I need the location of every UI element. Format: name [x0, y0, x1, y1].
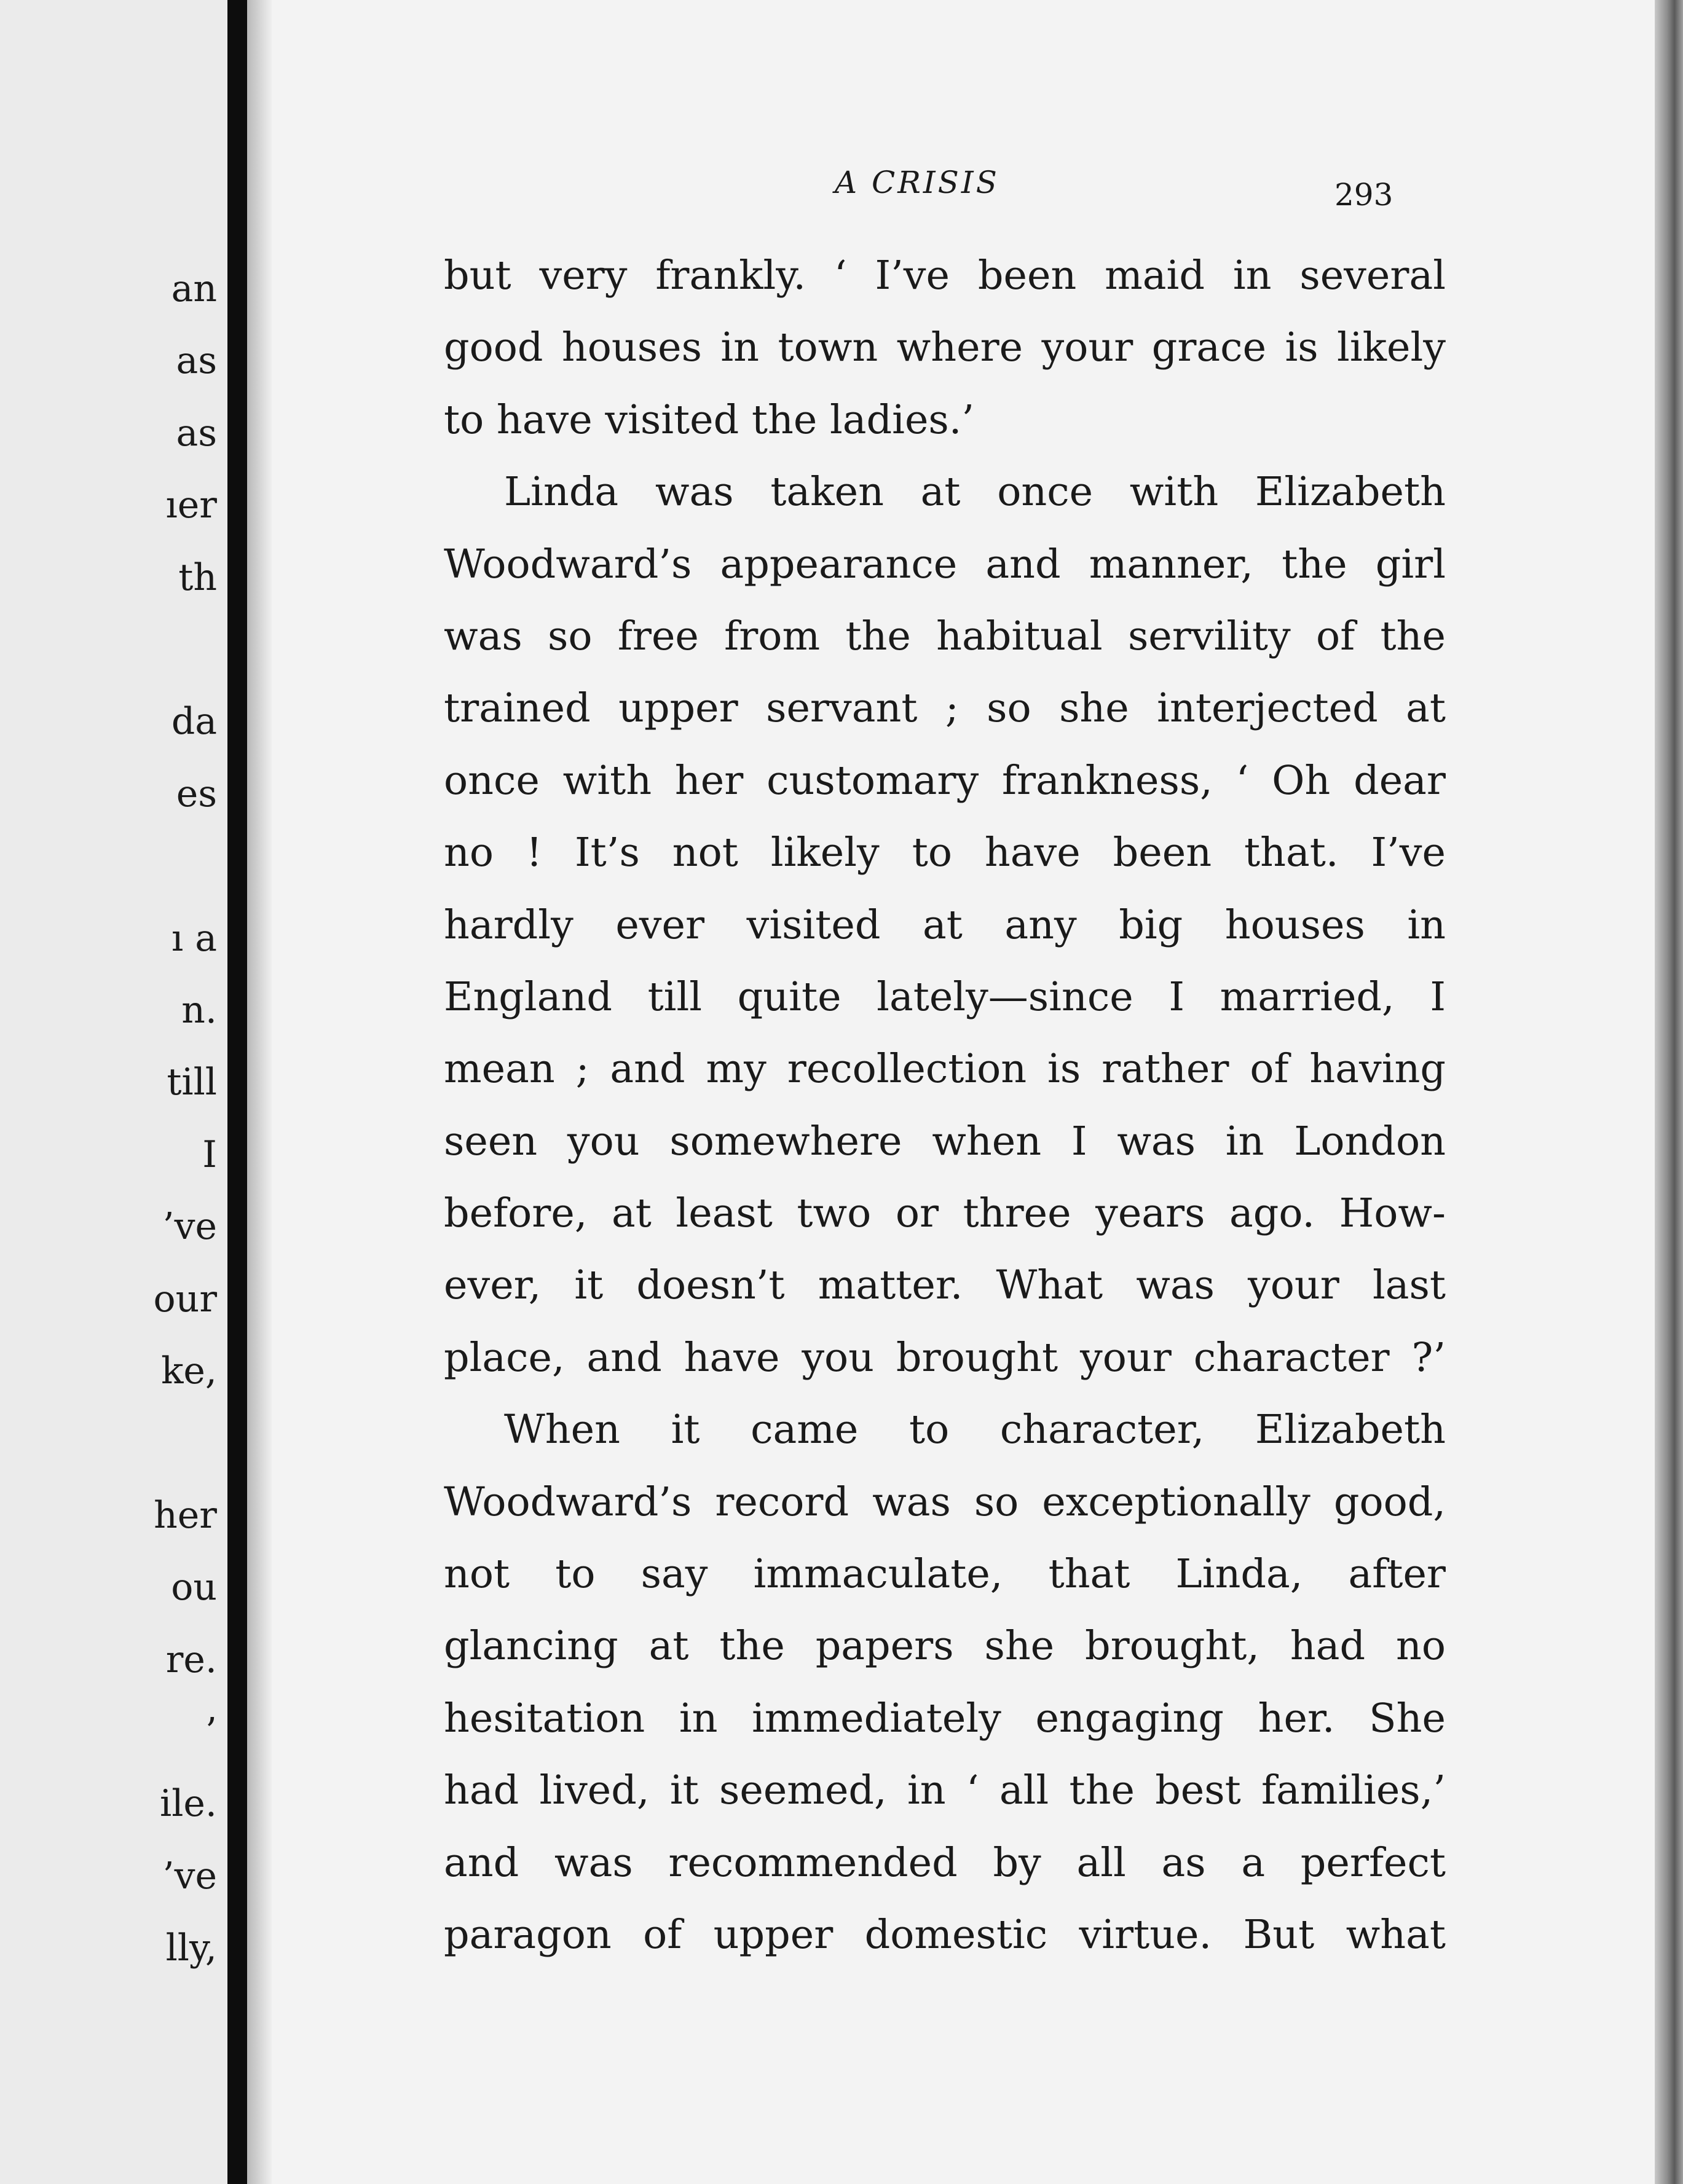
left-page-line: re. [165, 1638, 217, 1681]
left-page-fragment [0, 0, 231, 2184]
text-line: was so free from the habitual servility of the [444, 613, 1446, 659]
left-page-line: ’ve [162, 1205, 217, 1249]
page-number: 293 [1334, 177, 1393, 213]
text-line: good houses in town where your grace is likely [444, 324, 1446, 371]
gutter-shadow [247, 0, 272, 2184]
text-line: Woodward’s appearance and manner, the girl [444, 541, 1446, 587]
right-page [272, 0, 1655, 2184]
left-page-line: I [202, 1133, 217, 1176]
text-line: hardly ever visited at any big houses in [444, 901, 1446, 948]
left-page-line: her [154, 1493, 217, 1537]
left-page-line: n. [181, 989, 217, 1032]
page-header [272, 165, 1655, 213]
left-page-line: ou [171, 1566, 217, 1609]
page-edge [1655, 0, 1683, 2184]
left-page-line: lly, [165, 1927, 217, 1970]
text-line: and was recommended by all as a perfect [444, 1839, 1446, 1886]
body-text [444, 252, 1446, 1983]
left-page-line: da [171, 700, 217, 744]
text-line: not to say immaculate, that Linda, after [444, 1551, 1446, 1598]
text-line: Linda was taken at once with Elizabeth [504, 469, 1446, 516]
left-page-line: our [153, 1277, 217, 1321]
left-page-line: as [176, 411, 217, 455]
text-line: When it came to character, Elizabeth [504, 1407, 1446, 1453]
left-page-line: es [176, 772, 217, 815]
text-line: to have visited the ladies.’ [444, 396, 975, 443]
text-line: before, at least two or three years ago. How- [444, 1190, 1446, 1237]
text-line: had lived, it seemed, in ‘ all the best families,’ [444, 1767, 1446, 1814]
left-page-line: ı a [171, 916, 217, 960]
text-line: Woodward’s record was so exceptionally good, [444, 1479, 1446, 1525]
text-line: seen you somewhere when I was in London [444, 1118, 1446, 1165]
left-page-line: ke, [161, 1349, 217, 1392]
left-page-line: till [167, 1061, 217, 1104]
left-page-line: ’ve [162, 1854, 217, 1898]
text-line: trained upper servant ; so she interjected at [444, 685, 1446, 732]
text-line: mean ; and my recollection is rather of having [444, 1046, 1446, 1093]
text-line: no ! It’s not likely to have been that. I’ve [444, 830, 1446, 876]
text-line: once with her customary frankness, ‘ Oh dear [444, 757, 1446, 804]
left-page-line: th [178, 556, 217, 599]
text-line: ever, it doesn’t matter. What was your last [444, 1262, 1446, 1309]
text-line: place, and have you brought your character ?’ [444, 1334, 1446, 1381]
text-line: but very frankly. ‘ I’ve been maid in several [444, 253, 1446, 299]
left-page-line: ’ [205, 1710, 217, 1753]
text-line: England till quite lately—since I married, I [444, 973, 1446, 1020]
left-page-line: as [176, 339, 217, 383]
text-line: paragon of upper domestic virtue. But what [444, 1911, 1446, 1958]
text-line: glancing at the papers she brought, had no [444, 1623, 1446, 1670]
text-line: hesitation in immediately engaging her. She [444, 1695, 1446, 1742]
left-page-line: an [171, 267, 217, 310]
running-head: A CRISIS [835, 165, 999, 200]
left-page-line: ıer [165, 484, 217, 527]
left-page-line: ile. [160, 1782, 217, 1826]
book-gutter [227, 0, 247, 2184]
